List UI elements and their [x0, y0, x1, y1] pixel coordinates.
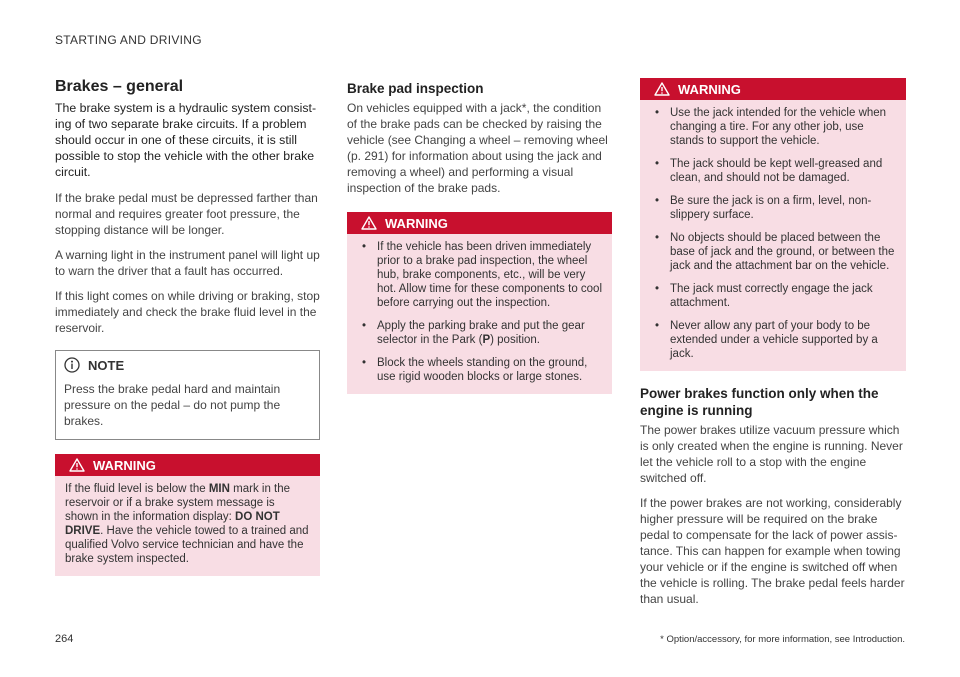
warning-header	[640, 78, 906, 100]
column-brakes-general	[55, 78, 320, 576]
warning-text-part: ) position.	[490, 334, 540, 346]
paragraph: The power brakes utilize vacuum pressure which is only created when the engine is running. Never let the vehicle roll to a stop with the engine switched off.	[640, 423, 903, 485]
warning-text-part: mark in the reservoir or if a brake system message is shown in the information display:	[65, 483, 291, 523]
section-title: Power brakes function only when the engine is running	[640, 386, 879, 418]
warning-label: WARNING	[93, 457, 156, 473]
warning-item	[357, 319, 602, 347]
warning-box	[347, 212, 612, 394]
warning-text-part: . Have the vehicle towed to a trained and qualified Volvo service technician and have the brake system inspected.	[65, 525, 309, 565]
warning-text-part: If the fluid level is below the	[65, 483, 209, 495]
warning-label: WARNING	[678, 81, 741, 97]
warning-header	[55, 454, 320, 476]
note-text: Press the brake pedal hard and maintain pressure on the pedal – do not pump the brakes.	[64, 382, 281, 428]
warning-triangle-icon	[361, 216, 377, 230]
warning-item: • Be sure the jack is on a firm, level, non-slippery surface.	[650, 194, 896, 222]
note-header	[64, 357, 311, 373]
warning-item: • If the vehicle has been driven immediately prior to a brake pad inspection, the wheel hub, brake components, etc., will be very hot. Allow time for these components to cool before carrying out the inspection.	[357, 240, 602, 310]
warning-label: WARNING	[385, 215, 448, 231]
warning-emphasis: MIN	[208, 483, 230, 495]
warning-list	[650, 106, 896, 361]
note-box	[55, 350, 320, 440]
warning-header	[347, 212, 612, 234]
warning-item: • Block the wheels standing on the ground, use rigid wooden blocks or large stones.	[357, 356, 602, 384]
paragraph: If the power brakes are not working, considerably higher pressure will be required on the brake pedal to compensate for the lack of power assis-tance. This can happen for example when towing your vehicle or if the engine is switched off when the vehicle is rolling. The brake pedal feels harder than usual.	[640, 496, 905, 606]
column-brake-pad-inspection	[347, 80, 612, 394]
warning-item: • The jack should be kept well-greased and clean, and should not be damaged.	[650, 157, 896, 185]
footnote: * Option/accessory, for more information, see Introduction.	[660, 634, 905, 645]
section-title: Brakes – general	[55, 78, 184, 95]
section-title: Brake pad inspection	[347, 81, 484, 96]
page-header: STARTING AND DRIVING	[55, 33, 202, 47]
warning-item: • Never allow any part of your body to be extended under a vehicle supported by a jack.	[650, 319, 896, 361]
warning-box	[55, 454, 320, 576]
paragraph: If the brake pedal must be depressed farther than normal and requires greater foot pressure, the stopping distance will be longer.	[55, 191, 318, 237]
warning-list-container	[347, 234, 612, 394]
warning-triangle-icon	[654, 82, 670, 96]
info-circle-icon	[64, 357, 80, 373]
warning-emphasis: P	[482, 334, 491, 346]
warning-list-container	[640, 100, 906, 371]
warning-item: • Use the jack intended for the vehicle when changing a tire. For any other job, use stands to support the vehicle.	[650, 106, 896, 148]
lead-paragraph: The brake system is a hydraulic system consist-ing of two separate brake circuits. If a problem should occur in one of these circuits, it is still possible to stop the vehicle with the other brake circuit.	[55, 101, 317, 179]
paragraph: On vehicles equipped with a jack*, the condition of the brake pads can be checked by raising the vehicle (see Changing a wheel – removing wheel (p. 291) for information about using the jack and removing a wheel) and performing a visual inspection of the brake pads.	[347, 101, 608, 195]
column-power-brakes	[640, 78, 906, 616]
warning-item: • The jack must correctly engage the jack attachment.	[650, 282, 896, 310]
warning-text-part: Apply the parking brake and put the gear selector in the Park (	[377, 320, 585, 346]
warning-item: • No objects should be placed between the base of jack and the ground, or between the jack and the attachment bar on the vehicle.	[650, 231, 896, 273]
page-number: 264	[55, 633, 74, 645]
paragraph: A warning light in the instrument panel will light up to warn the driver that a fault has occurred.	[55, 248, 320, 278]
warning-box	[640, 78, 906, 371]
warning-triangle-icon	[69, 458, 85, 472]
warning-text	[55, 476, 320, 576]
paragraph: If this light comes on while driving or braking, stop immediately and check the brake fluid level in the reservoir.	[55, 289, 320, 335]
warning-emphasis: DO NOT DRIVE	[65, 511, 280, 537]
note-label: NOTE	[88, 357, 125, 373]
warning-list	[357, 240, 602, 384]
